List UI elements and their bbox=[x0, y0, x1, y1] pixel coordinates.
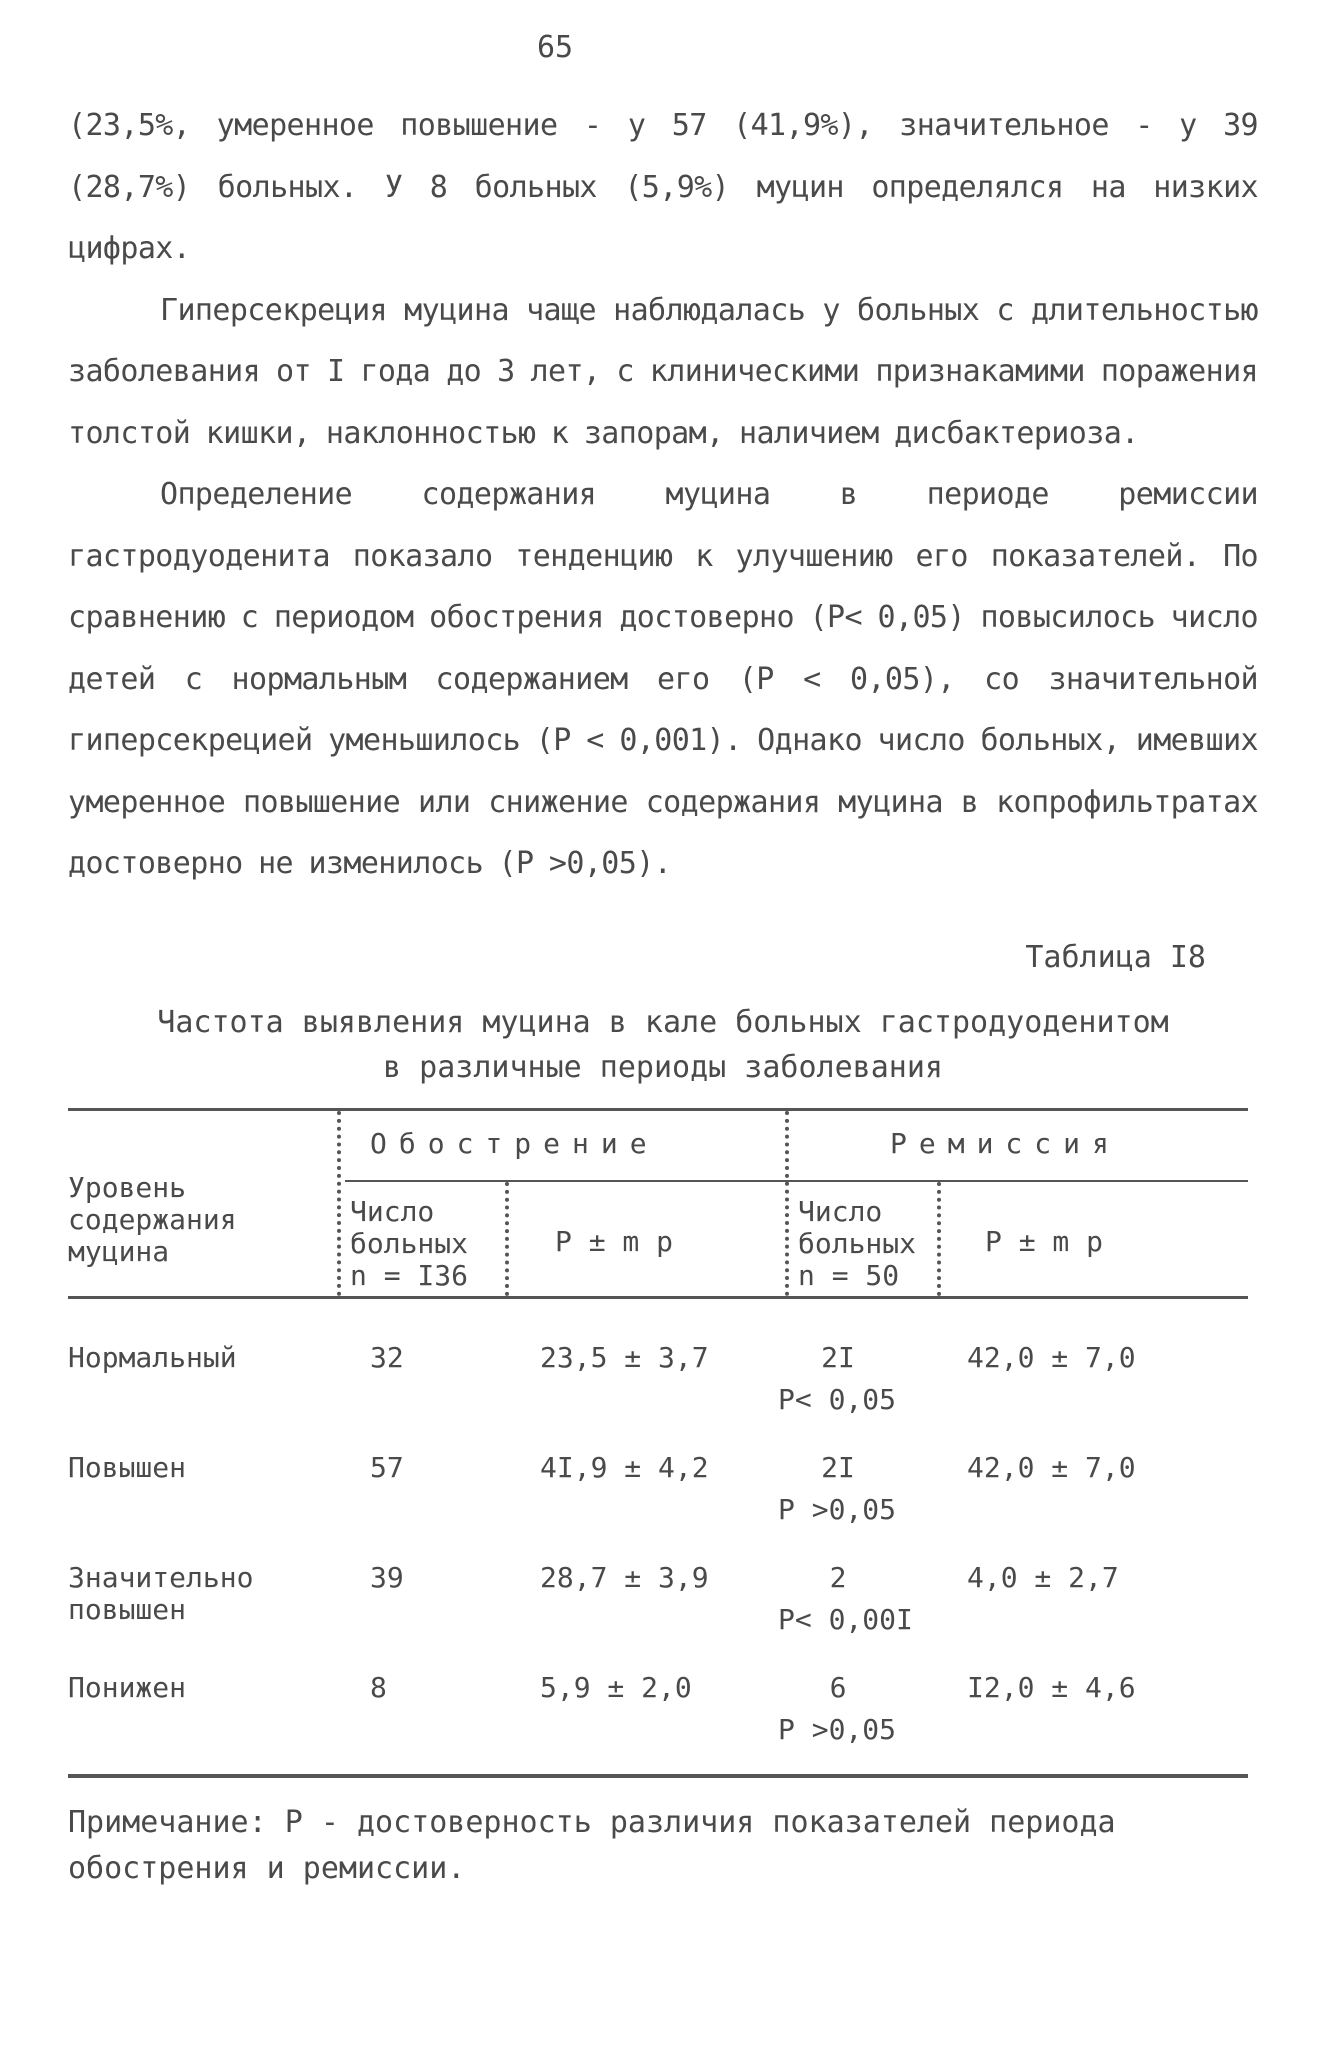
table-row-count-exacerbation: 8 bbox=[370, 1671, 387, 1704]
caption-line-1: Частота выявления муцина в кале больных гастродуоденитом bbox=[157, 1005, 1169, 1040]
col-divider bbox=[505, 1182, 509, 1296]
table-row-p-remission: P >0,05 bbox=[778, 1713, 897, 1746]
header-group-exacerbation: Обострение bbox=[370, 1127, 659, 1160]
header-count-exacerbation: Число больных n = I36 bbox=[350, 1195, 469, 1292]
table-row-pm-remission: I2,0 ± 4,6 bbox=[967, 1671, 1136, 1704]
table-top-rule bbox=[68, 1108, 1248, 1111]
table-sub-rule bbox=[345, 1180, 1248, 1182]
table-head-rule bbox=[68, 1296, 1248, 1299]
header-count-remission: Число больных n = 50 bbox=[798, 1195, 917, 1292]
table-bottom-rule bbox=[68, 1774, 1248, 1778]
table-row-p-remission: P >0,05 bbox=[778, 1493, 897, 1526]
table-row-count-remission: 2I bbox=[821, 1341, 855, 1374]
page-number: 65 bbox=[536, 30, 574, 65]
table-row-pm-exacerbation: 28,7 ± 3,9 bbox=[540, 1561, 709, 1594]
table-row-pm-remission: 42,0 ± 7,0 bbox=[967, 1341, 1136, 1374]
table-row-count-exacerbation: 32 bbox=[370, 1341, 404, 1374]
table-row-level: Повышен bbox=[68, 1451, 187, 1484]
table-row-count-remission: 2I bbox=[821, 1451, 855, 1484]
table-row-pm-exacerbation: 23,5 ± 3,7 bbox=[540, 1341, 709, 1374]
paragraph-1: (23,5%, умеренное повышение - у 57 (41,9%), значительное - у 39 (28,7%) больных. У 8 больных (5,9%) муцин определялся на низких цифрах. bbox=[68, 108, 1258, 266]
header-level: Уровень содержания муцина bbox=[68, 1171, 237, 1268]
table-row-count-exacerbation: 39 bbox=[370, 1561, 404, 1594]
table-row-count-exacerbation: 57 bbox=[370, 1451, 404, 1484]
header-pm-remission: P ± m p bbox=[985, 1225, 1104, 1258]
table-row-p-remission: P< 0,05 bbox=[778, 1383, 897, 1416]
table-row-level: Понижен bbox=[68, 1671, 187, 1704]
col-divider bbox=[785, 1111, 789, 1296]
header-pm-exacerbation: P ± m p bbox=[555, 1225, 674, 1258]
table-label: Таблица I8 bbox=[1025, 940, 1206, 975]
table-row-pm-exacerbation: 4I,9 ± 4,2 bbox=[540, 1451, 709, 1484]
header-group-remission: Ремиссия bbox=[890, 1127, 1121, 1160]
table-row-count-remission: 6 bbox=[829, 1671, 847, 1704]
table-row-pm-remission: 4,0 ± 2,7 bbox=[967, 1561, 1119, 1594]
table-row-count-remission: 2 bbox=[829, 1561, 847, 1594]
table-row-level: Нормальный bbox=[68, 1341, 237, 1374]
table-row-level: Значительно повышен bbox=[68, 1561, 254, 1626]
table-row-pm-exacerbation: 5,9 ± 2,0 bbox=[540, 1671, 692, 1704]
col-divider bbox=[337, 1111, 341, 1296]
table-note: Примечание: P - достоверность различия показателей периода обострения и ремиссии. bbox=[68, 1805, 1116, 1886]
paragraph-2: Гиперсекреция муцина чаще наблюдалась у больных с длительностью заболевания от I года до 3 лет, с клиническими признакамими поражения толстой кишки, наклонностью к запорам, наличием дисбактериоза. bbox=[68, 292, 1258, 451]
paragraph-3: Определение содержания муцина в периоде ремиссии гастродуоденита показало тенденцию к улучшению его показателей. По сравнению с периодом обострения достоверно (P< 0,05) повысилось число детей с нормальным содержанием его (P < 0,05), со значительной гиперсекрецией уменьшилось (P < 0,001). Однако число больных, имевших умеренное повышение или снижение содержания муцина в копрофильтратах достоверно не изменилось (P >0,05). bbox=[68, 477, 1258, 881]
table-row-pm-remission: 42,0 ± 7,0 bbox=[967, 1451, 1136, 1484]
table-row-p-remission: P< 0,00I bbox=[778, 1603, 913, 1636]
col-divider bbox=[937, 1182, 941, 1296]
caption-line-2: в различные периоды заболевания bbox=[383, 1050, 943, 1085]
